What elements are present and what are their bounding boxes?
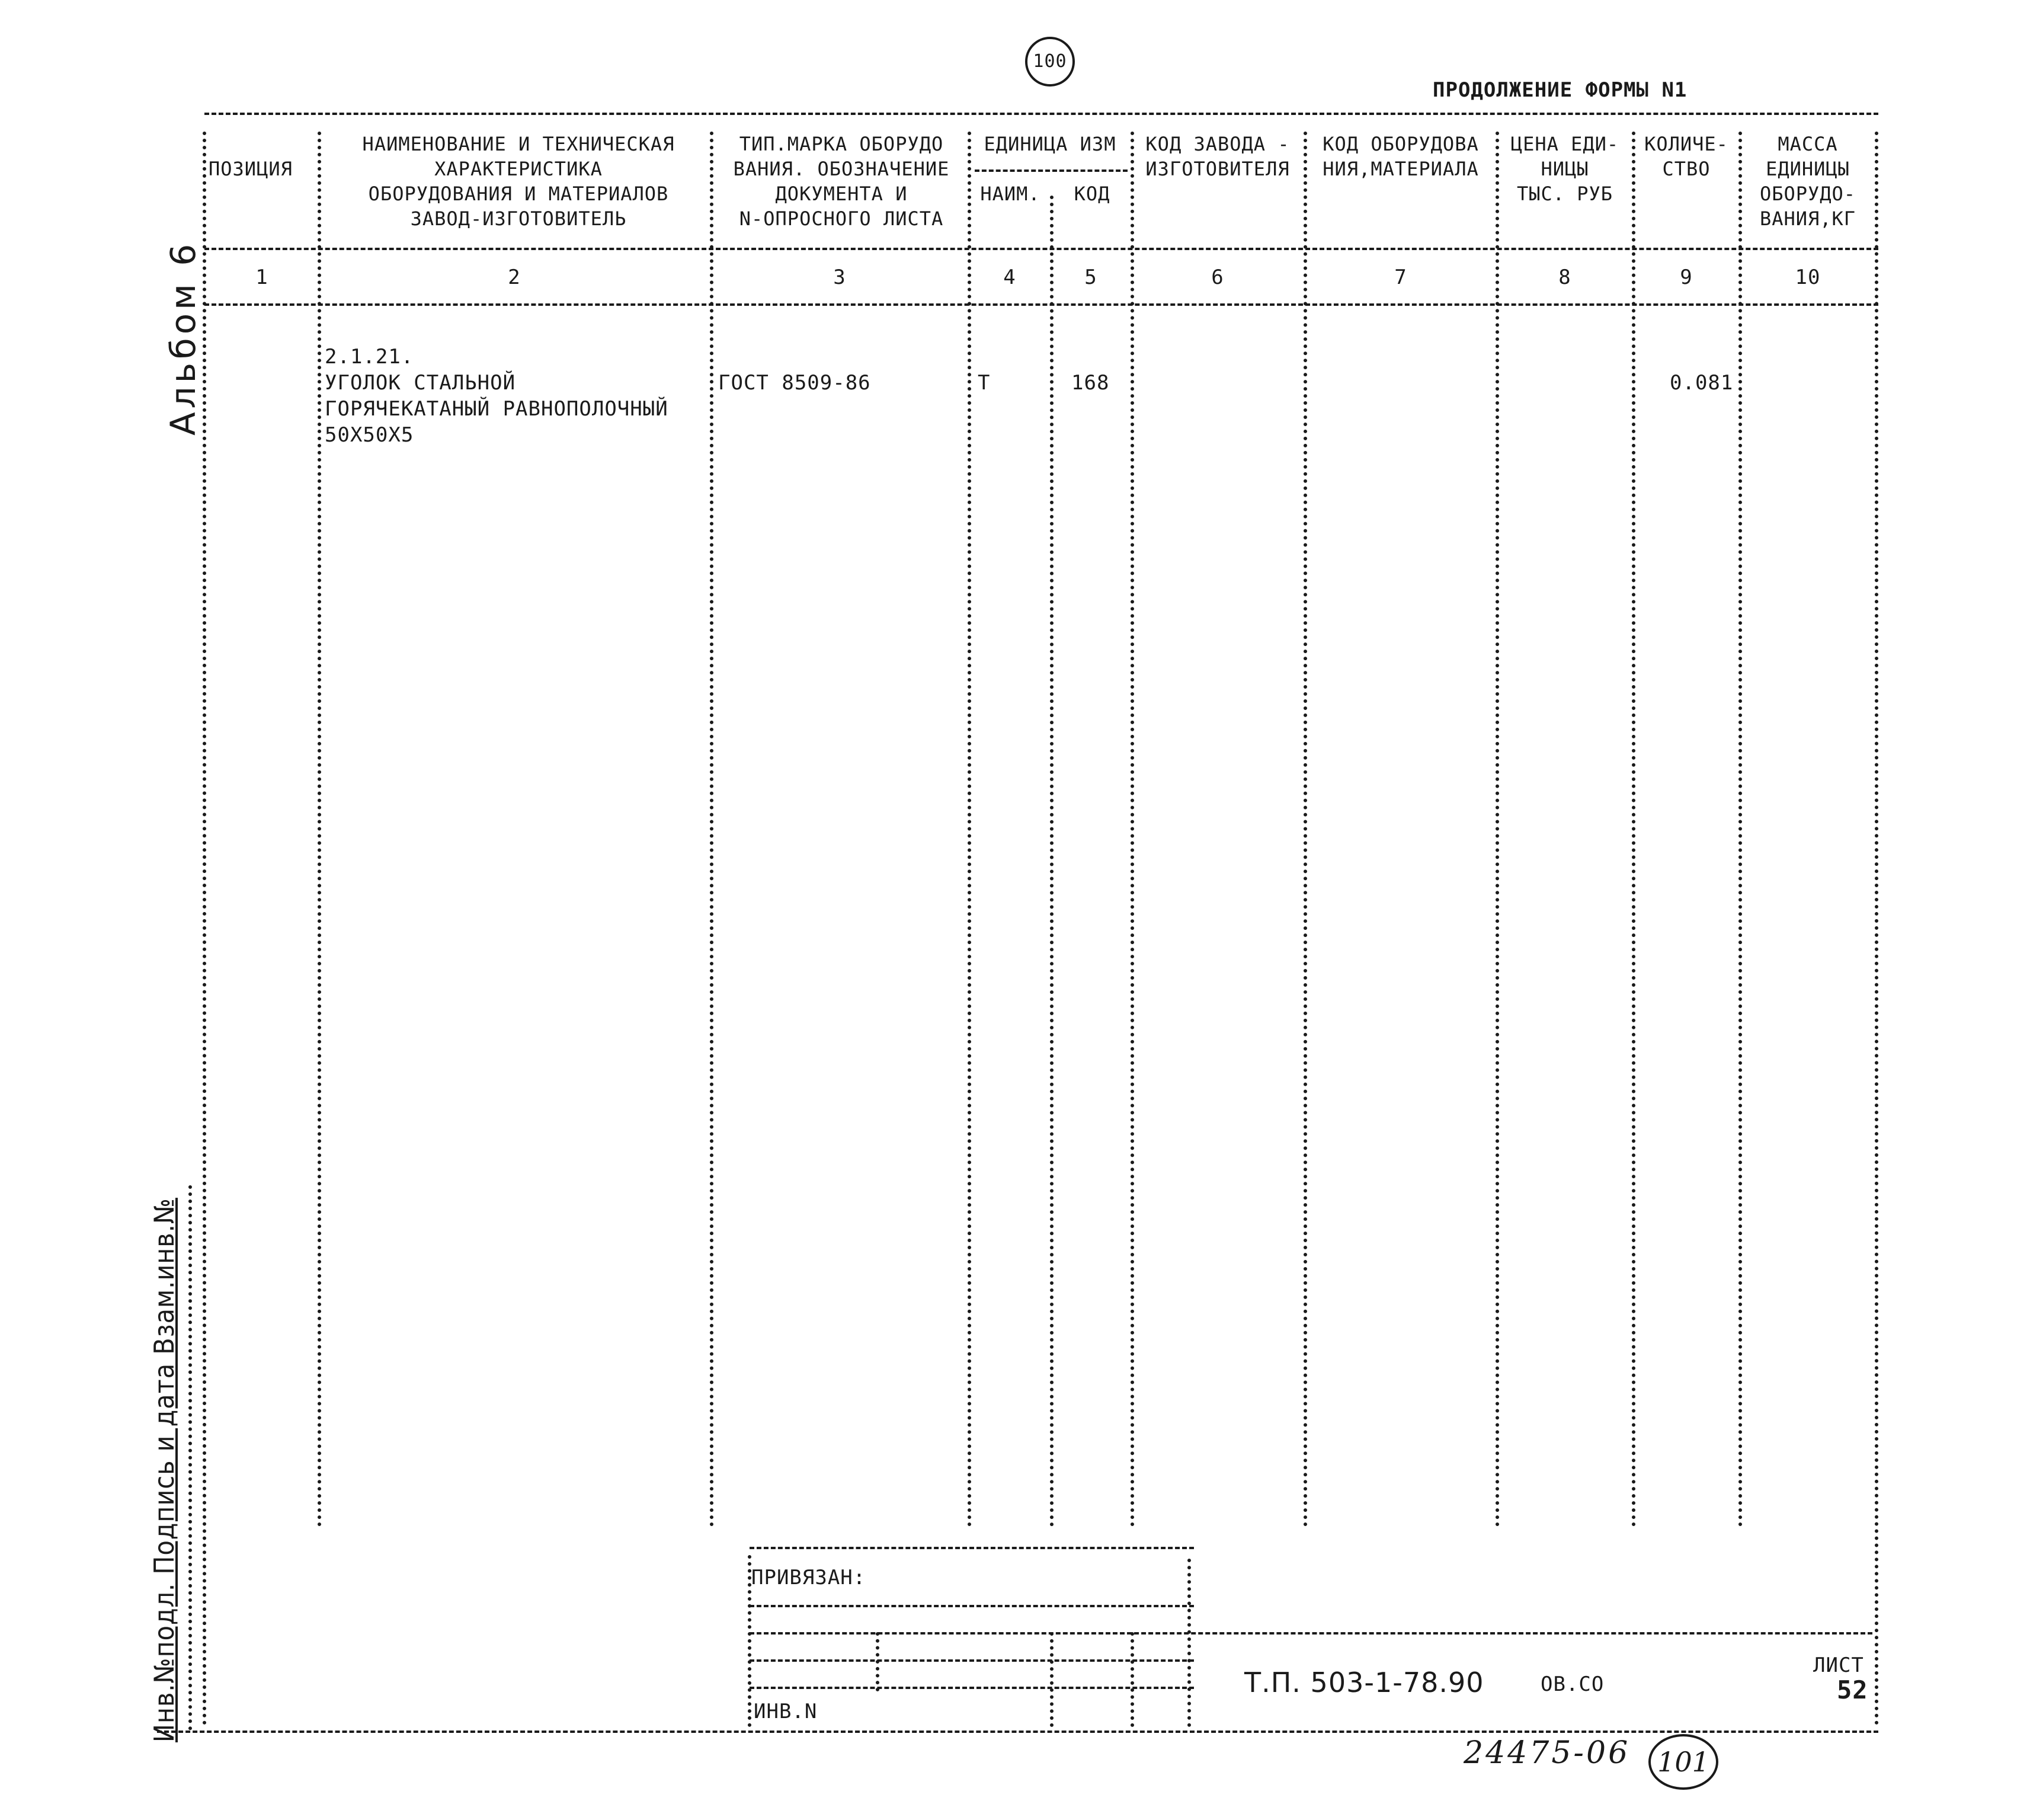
- table-bottom-border: [157, 1731, 1878, 1733]
- row-name-line-3: 50X50X5: [325, 423, 414, 447]
- table-top-border: [204, 113, 1878, 115]
- stamp-sep-e: [1187, 1559, 1191, 1727]
- header-quantity-line-1: КОЛИЧЕ-: [1644, 133, 1728, 155]
- stamp-inv-label: ИНВ.N: [754, 1700, 818, 1723]
- stamp-line-3: [750, 1632, 1872, 1635]
- header-unit-name: НАИМ.: [980, 183, 1040, 205]
- stamp-top-line: [750, 1547, 1194, 1549]
- header-type-line-3: ДОКУМЕНТА И: [775, 183, 908, 205]
- col-sep-9-10: [1738, 132, 1742, 1527]
- col-sep-right: [1875, 132, 1878, 1726]
- stamp-doc-suffix: ОВ.СО: [1541, 1672, 1605, 1696]
- header-factory-line-2: ИЗГОТОВИТЕЛЯ: [1145, 158, 1290, 180]
- colnum-6: 6: [1211, 266, 1224, 289]
- row-unit-name: Т: [978, 371, 991, 395]
- header-mass: [1742, 132, 1874, 231]
- header-mass-line-3: ОБОРУДО-: [1759, 183, 1856, 205]
- stamp-sep-c: [1050, 1632, 1054, 1727]
- stamp-sheet-label: ЛИСТ: [1813, 1653, 1864, 1677]
- col-sep-7-8: [1496, 132, 1499, 1527]
- header-mass-line-2: ЕДИНИЦЫ: [1766, 158, 1850, 180]
- colnum-5: 5: [1084, 266, 1097, 289]
- col-sep-4-5: [1050, 196, 1054, 1527]
- header-unit-top: ЕДИНИЦА ИЗМ: [984, 133, 1116, 155]
- appendix-title: ПРОДОЛЖЕНИЕ ФОРМЫ N1: [1433, 78, 1688, 102]
- row-name-line-2: ГОРЯЧЕКАТАНЫЙ РАВНОПОЛОЧНЫЙ: [325, 397, 668, 421]
- header-type-line-1: ТИП.МАРКА ОБОРУДО: [739, 133, 944, 155]
- bottom-page-number: [1648, 1734, 1718, 1790]
- album-label: Альбом 6: [163, 240, 203, 436]
- header-quantity-line-2: СТВО: [1662, 158, 1711, 180]
- row-document: ГОСТ 8509-86: [718, 371, 871, 395]
- colnum-7: 7: [1394, 266, 1407, 289]
- side-stamp-border: [188, 1185, 192, 1731]
- header-name-line-4: ЗАВОД-ИЗГОТОВИТЕЛЬ: [410, 207, 627, 230]
- header-price-line-3: ТЫС. РУБ: [1516, 183, 1613, 205]
- colnum-8: 8: [1558, 266, 1571, 289]
- header-bottom-border: [204, 248, 1878, 250]
- stamp-sep-b: [876, 1632, 879, 1691]
- header-type-line-2: ВАНИЯ. ОБОЗНАЧЕНИЕ: [733, 158, 950, 180]
- header-equipment-line-2: НИЯ,МАТЕРИАЛА: [1323, 158, 1479, 180]
- col-sep-3-4: [968, 132, 971, 1527]
- header-type: [717, 132, 966, 231]
- stamp-line-5: [750, 1687, 1194, 1689]
- bottom-page-number-text: 101: [1657, 1746, 1709, 1778]
- header-price-line-1: ЦЕНА ЕДИ-: [1510, 133, 1619, 155]
- header-unit: [972, 132, 1128, 156]
- header-mass-line-1: МАССА: [1778, 133, 1838, 155]
- header-position-line: ПОЗИЦИЯ: [209, 158, 293, 180]
- side-stamp: Инв.№подл. Подпись и дата Взам.инв.№: [148, 1198, 180, 1742]
- colnum-bottom-border: [204, 303, 1878, 306]
- header-type-line-4: N-ОПРОСНОГО ЛИСТА: [739, 207, 944, 230]
- row-item-code: 2.1.21.: [325, 345, 414, 369]
- header-price: [1499, 132, 1631, 206]
- col-sep-1-2: [318, 132, 321, 1527]
- colnum-1: 1: [255, 266, 268, 289]
- colnum-3: 3: [833, 266, 846, 289]
- header-mass-line-4: ВАНИЯ,КГ: [1759, 207, 1856, 230]
- row-name-line-1: УГОЛОК СТАЛЬНОЙ: [325, 371, 516, 395]
- colnum-2: 2: [508, 266, 521, 289]
- col-sep-6-7: [1304, 132, 1307, 1527]
- col-sep-8-9: [1632, 132, 1635, 1527]
- stamp-doc-code: Т.П. 503-1-78.90: [1244, 1667, 1484, 1699]
- header-quantity: [1635, 132, 1737, 181]
- row-quantity: 0.081: [1670, 371, 1734, 395]
- header-price-line-2: НИЦЫ: [1541, 158, 1589, 180]
- header-name-line-3: ОБОРУДОВАНИЯ И МАТЕРИАЛОВ: [368, 183, 669, 205]
- header-name-line-2: ХАРАКТЕРИСТИКА: [434, 158, 603, 180]
- stamp-line-2: [750, 1605, 1194, 1607]
- header-equipment-code: [1307, 132, 1494, 181]
- top-page-number-text: 100: [1033, 51, 1067, 72]
- header-factory-code: [1133, 132, 1302, 181]
- top-page-number: [1025, 37, 1075, 87]
- header-factory-line-1: КОД ЗАВОДА -: [1145, 133, 1290, 155]
- header-position: [209, 156, 293, 181]
- stamp-line-4: [750, 1659, 1194, 1662]
- header-equipment-line-1: КОД ОБОРУДОВА: [1323, 133, 1479, 155]
- archive-number: 24475-06: [1464, 1735, 1631, 1771]
- colnum-9: 9: [1680, 266, 1693, 289]
- row-unit-code: 168: [1071, 371, 1110, 395]
- stamp-sheet-number: 52: [1837, 1675, 1868, 1704]
- header-unit-divider: [975, 169, 1128, 172]
- stamp-sep-d: [1131, 1632, 1134, 1727]
- colnum-10: 10: [1795, 266, 1821, 289]
- header-unit-code: КОД: [1074, 183, 1110, 205]
- stamp-sep-a: [748, 1555, 751, 1727]
- colnum-4: 4: [1003, 266, 1016, 289]
- col-sep-5-6: [1131, 132, 1134, 1527]
- col-sep-2-3: [710, 132, 713, 1527]
- header-name: [332, 132, 705, 231]
- header-name-line-1: НАИМЕНОВАНИЕ И ТЕХНИЧЕСКАЯ: [362, 133, 675, 155]
- stamp-bound-label: ПРИВЯЗАН:: [751, 1566, 866, 1589]
